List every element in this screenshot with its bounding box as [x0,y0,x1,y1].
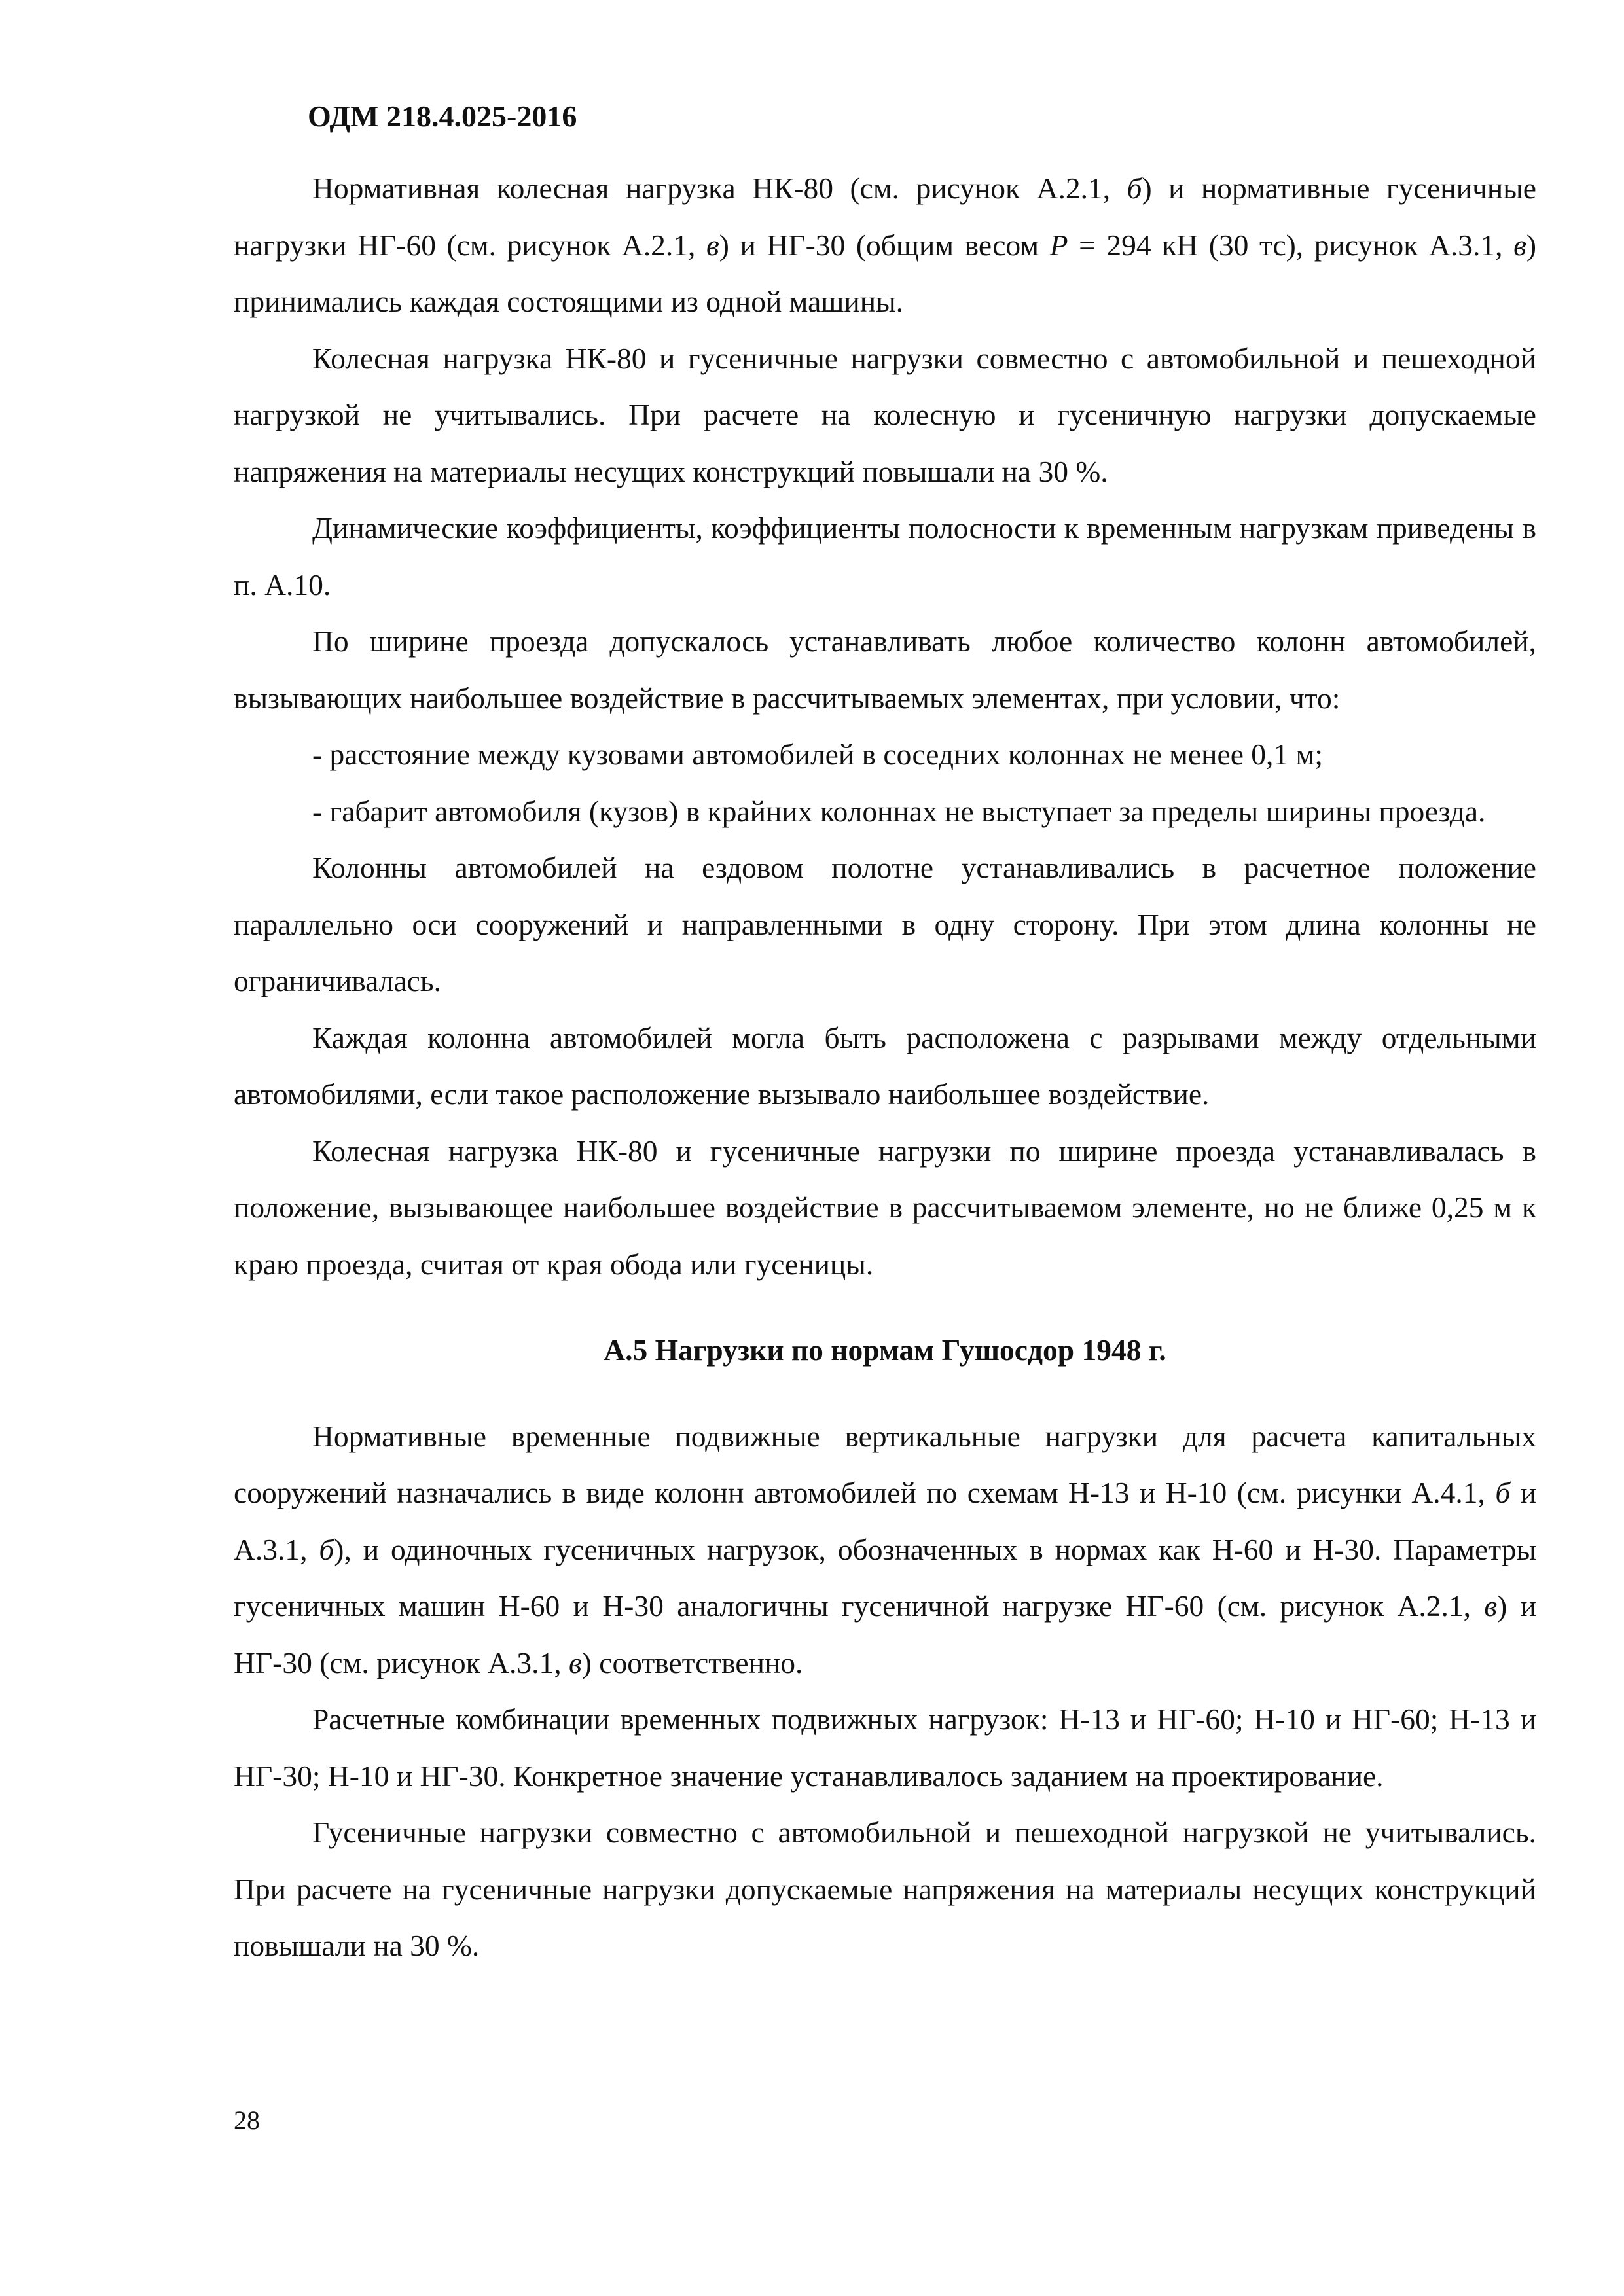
paragraph-tracked-loads-stress: Гусеничные нагрузки совместно с автомобильной и пешеходной нагрузкой не учитывались. При расчете на гусеничные нагрузки допускаемые напряжения на материалы несущих конструкций повышали на 30 %. [234,1816,1536,1962]
italic-letter: в [1484,1589,1498,1623]
paragraph-edge-distance: Колесная нагрузка НК-80 и гусеничные нагрузки по ширине проезда устанавливалась в положение, вызывающее наибольшее воздействие в рассчитываемом элементе, но не ближе 0,25 м к краю проезда, считая от края обода или гусеницы. [234,1134,1536,1281]
paragraph-roadway-width: По ширине проезда допускалось устанавливать любое количество колонн автомобилей, вызывающих наибольшее воздействие в рассчитываемых элементах, при условии, что: [234,624,1536,715]
text-run: ) и нормативные гусеничные нагрузки НГ-60 (см. рисунок А.2.1, [234,171,1536,262]
text-run: и А.3.1, [234,1476,1536,1566]
list-item-vehicle-clearance: - габарит автомобиля (кузов) в крайних колоннах не выступает за пределы ширины проезда. [312,794,1486,828]
italic-letter: б [1495,1476,1511,1509]
italic-letter: Р [1049,228,1068,262]
page-number: 28 [234,2106,260,2135]
document-code-header: ОДМ 218.4.025-2016 [308,99,577,133]
text-run: ), и одиночных гусеничных нагрузок, обозначенных в нормах как Н-60 и Н-30. Параметры гусеничных машин Н-60 и Н-30 аналогичны гусеничной нагрузке НГ-60 (см. рисунок А.2.1, [234,1532,1537,1623]
text-run: ) и НГ-30 (общим весом [719,228,1050,262]
italic-letter: б [1127,171,1142,205]
text-run: ) и НГ-30 (см. рисунок А.3.1, [234,1589,1536,1679]
list-item-body-distance: - расстояние между кузовами автомобилей в соседних колоннах не менее 0,1 м; [312,738,1323,771]
text-run: Нормативная колесная нагрузка НК-80 (см. рисунок А.2.1, [312,171,1127,205]
italic-letter: б [319,1532,334,1566]
paragraph-column-placement: Колонны автомобилей на ездовом полотне устанавливались в расчетное положение параллельно оси сооружений и направленными в одну сторону. При этом длина колонны не ограничивалась. [234,851,1536,997]
section-heading: А.5 Нагрузки по нормам Гушосдор 1948 г. [604,1333,1166,1367]
paragraph-combined-loads: Колесная нагрузка НК-80 и гусеничные нагрузки совместно с автомобильной и пешеходной нагрузкой не учитывались. При расчете на колесную и гусеничную нагрузки допускаемые напряжения на материалы несущих конструкций повышали на 30 %. [234,341,1536,488]
italic-letter: в [1513,228,1526,262]
text-run: = 294 кН (30 тс), рисунок А.3.1, [1068,228,1514,262]
text-run: Нормативные временные подвижные вертикальные нагрузки для расчета капитальных сооружений назначались в виде колонн автомобилей по схемам Н-13 и Н-10 (см. рисунки А.4.1, [234,1419,1536,1509]
italic-letter: в [568,1645,582,1679]
paragraph-gushosdor-loads [234,1408,1536,1692]
paragraph-column-gaps: Каждая колонна автомобилей могла быть расположена с разрывами между отдельными автомобилями, если такое расположение вызывало наибольшее воздействие. [234,1020,1536,1111]
text-run: ) соответственно. [581,1645,803,1679]
paragraph-dynamic-coefficients: Динамические коэффициенты, коэффициенты полосности к временным нагрузкам приведены в п. А.10. [234,511,1536,601]
paragraph-nk80-loads [234,160,1536,331]
document-body [234,160,1536,1975]
paragraph-load-combinations: Расчетные комбинации временных подвижных нагрузок: Н-13 и НГ-60; Н-10 и НГ-60; Н-13 и НГ-30; Н-10 и НГ-30. Конкретное значение устанавливалось заданием на проектирование. [234,1702,1536,1793]
text-run: ) принимались каждая состоящими из одной машины. [234,228,1537,318]
italic-letter: в [706,228,719,262]
